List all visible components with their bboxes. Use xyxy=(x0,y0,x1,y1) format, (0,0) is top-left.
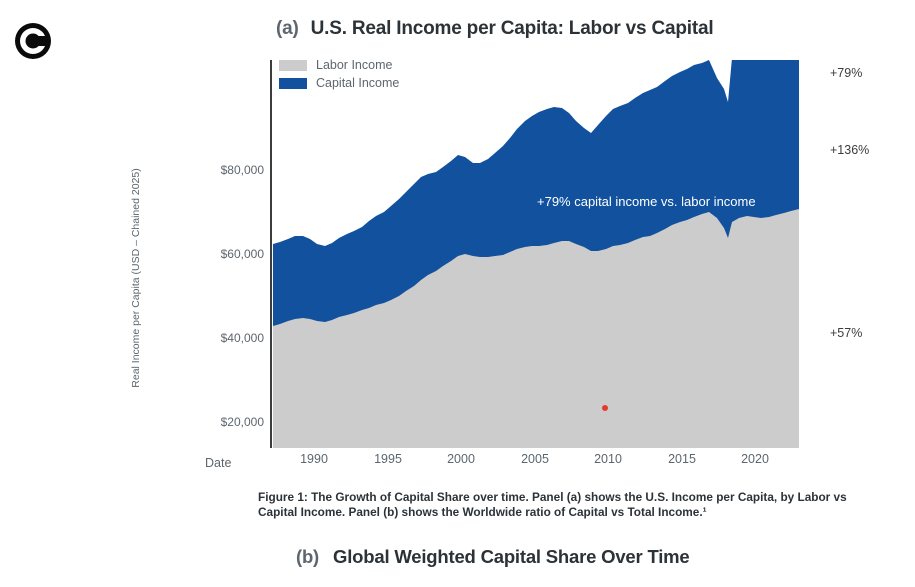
y-axis-line xyxy=(270,60,272,448)
y-axis-title: Real Income per Capita (USD – Chained 2025) xyxy=(130,168,142,388)
figure-caption: Figure 1: The Growth of Capital Share over time. Panel (a) shows the U.S. Income per Capita, by Labor vs Capital Income. Panel (b) shows the Worldwide ratio of Capital vs Total Income.¹ xyxy=(258,490,847,519)
legend-swatch-labor-icon xyxy=(279,60,307,71)
inplot-annotation: +79% capital income vs. labor income xyxy=(537,194,756,209)
brand-logo xyxy=(14,22,52,60)
x-tick-2010: 2010 xyxy=(594,452,622,466)
legend-label-labor: Labor Income xyxy=(316,58,393,72)
x-tick-2020: 2020 xyxy=(741,452,769,466)
chart-legend xyxy=(279,56,399,92)
right-annotation-capital-total: +136% xyxy=(830,143,870,157)
x-tick-2005: 2005 xyxy=(521,452,549,466)
right-annotation-labor-total: +57% xyxy=(830,326,863,340)
x-tick-1995: 1995 xyxy=(374,452,402,466)
x-axis-title: Date xyxy=(205,456,232,470)
stacked-area-chart xyxy=(270,60,822,448)
y-tick-80000: $80,000 xyxy=(220,163,264,177)
legend-swatch-capital-icon xyxy=(279,78,307,89)
x-tick-1990: 1990 xyxy=(300,452,328,466)
panel-a-title-text: U.S. Real Income per Capita: Labor vs Capital xyxy=(310,18,714,39)
panel-b-label: (b) xyxy=(296,546,320,567)
legend-item-labor xyxy=(279,56,399,74)
legend-label-capital: Capital Income xyxy=(316,76,400,90)
red-marker-dot xyxy=(602,405,608,411)
x-tick-2015: 2015 xyxy=(668,452,696,466)
y-tick-60000: $60,000 xyxy=(220,247,264,261)
right-annotation-capital-growth: +79% xyxy=(830,66,863,80)
panel-b-title-text: Global Weighted Capital Share Over Time xyxy=(333,546,690,567)
y-axis-ticks xyxy=(180,60,264,448)
panel-a-title xyxy=(276,18,896,40)
y-tick-20000: $20,000 xyxy=(220,415,264,429)
x-axis-ticks xyxy=(270,452,822,472)
legend-item-capital xyxy=(279,74,399,92)
panel-b-title xyxy=(296,546,896,568)
panel-a-label: (a) xyxy=(276,18,299,39)
y-tick-40000: $40,000 xyxy=(220,331,264,345)
x-tick-2000: 2000 xyxy=(447,452,475,466)
chart-plot-area xyxy=(270,60,822,448)
